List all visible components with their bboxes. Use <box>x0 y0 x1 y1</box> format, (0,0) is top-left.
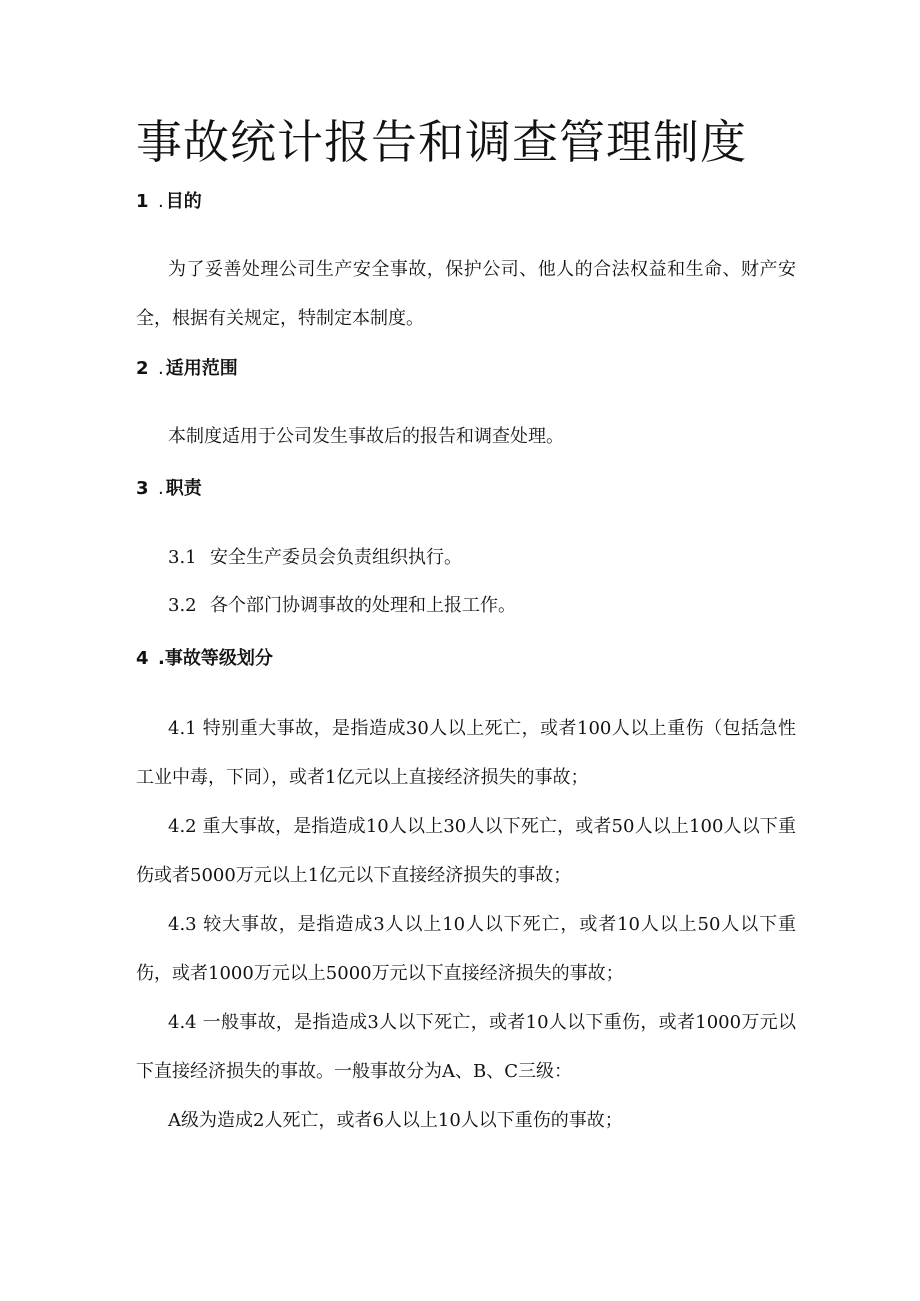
section-heading-1: 1 . 目的 <box>136 191 202 212</box>
section-label: 适用范围 <box>165 358 238 379</box>
list-item <box>168 546 462 570</box>
section-1-body: 为了妥善处理公司生产安全事故，保护公司、他人的合法权益和生命、财产安全，根据有关规定，特制定本制度。 <box>136 259 796 329</box>
section-number: 4 <box>136 648 149 669</box>
section-label: 目的 <box>165 191 202 212</box>
section-heading-4 <box>136 647 273 671</box>
item-text: 安全生产委员会负责组织执行。 <box>210 547 462 568</box>
section-number: 1 <box>136 191 149 212</box>
section-heading-3: 3 . 职责 <box>136 478 202 499</box>
section-2-body: 本制度适用于公司发生事故后的报告和调查处理。 <box>168 426 564 447</box>
item-index: 3.1 <box>168 547 197 568</box>
list-item <box>168 594 516 618</box>
item-text: 各个部门协调事故的处理和上报工作。 <box>210 595 516 616</box>
section-label: 职责 <box>165 478 202 499</box>
section-heading-2: 2 . 适用范围 <box>136 358 238 379</box>
item-index: 3.2 <box>168 595 197 616</box>
grade-paragraph-4-1: 4.1 特别重大事故，是指造成30人以上死亡，或者100人以上重伤（包括急性工业中毒，下同），或者1亿元以上直接经济损失的事故； <box>136 718 796 788</box>
section-number: 3 <box>136 478 149 499</box>
section-number: 2 <box>136 358 149 379</box>
section-label: .事故等级划分 <box>158 648 273 669</box>
grade-paragraph-4-4: 4.4 一般事故，是指造成3人以下死亡，或者10人以下重伤，或者1000万元以下直接经济损失的事故。一般事故分为A、B、C三级： <box>136 1012 796 1082</box>
grade-paragraph-4-2: 4.2 重大事故，是指造成10人以上30人以下死亡，或者50人以上100人以下重伤或者5000万元以上1亿元以下直接经济损失的事故； <box>136 816 796 886</box>
document-title: 事故统计报告和调查管理制度 <box>136 115 747 169</box>
grade-paragraph-a: A级为造成2人死亡，或者6人以上10人以下重伤的事故； <box>168 1110 623 1131</box>
grade-paragraph-4-3: 4.3 较大事故，是指造成3人以上10人以下死亡，或者10人以上50人以下重伤，或者1000万元以上5000万元以下直接经济损失的事故； <box>136 914 796 984</box>
